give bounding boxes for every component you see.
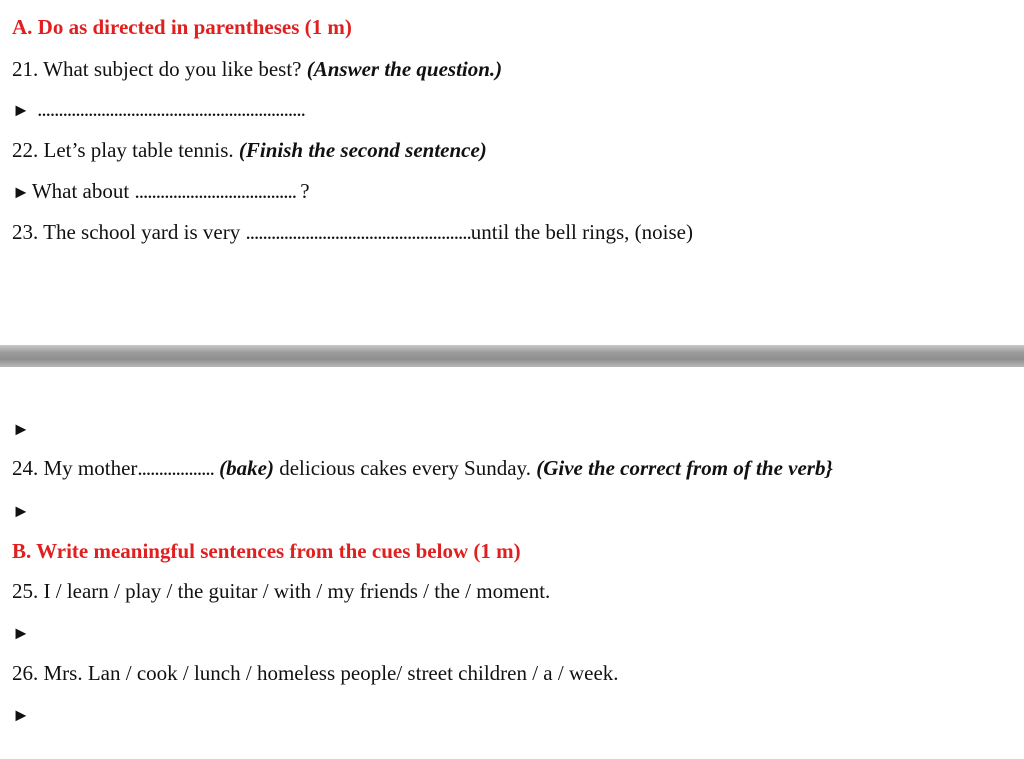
answer-22-tail: ? (300, 179, 310, 203)
question-24-verb: (bake) (219, 456, 274, 480)
question-21 (12, 56, 502, 82)
answer-26[interactable] (12, 701, 32, 728)
question-24-answer-line: .................. (137, 456, 214, 480)
question-23-tail: until the bell rings, (noise) (470, 220, 693, 244)
arrow-icon: ► (12, 100, 30, 120)
question-23[interactable] (12, 219, 693, 245)
section-b-heading: B. Write meaningful sentences from the cues below (1 m) (12, 539, 521, 563)
answer-22-line: ...................................... (134, 179, 301, 203)
answer-22-prompt: What about (31, 179, 135, 203)
question-23-answer-line: ..................................................... (245, 220, 471, 244)
answer-24[interactable] (12, 497, 32, 524)
arrow-icon: ► (12, 705, 30, 725)
arrow-icon: ► (12, 501, 30, 521)
question-23-text: 23. The school yard is very (12, 220, 246, 244)
question-22 (12, 137, 487, 163)
question-21-instruction: (Answer the question.) (306, 57, 503, 81)
question-21-text: 21. What subject do you like best? (12, 57, 307, 81)
question-24[interactable] (12, 455, 833, 481)
question-25: 25. I / learn / play / the guitar / with / my friends / the / moment. (12, 579, 551, 603)
arrow-icon: ► (12, 623, 30, 643)
question-26: 26. Mrs. Lan / cook / lunch / homeless people/ street children / a / week. (12, 661, 619, 685)
question-22-text: 22. Let’s play table tennis. (12, 138, 239, 162)
section-a-heading: A. Do as directed in parentheses (1 m) (12, 15, 352, 39)
answer-23[interactable] (12, 415, 32, 442)
question-22-instruction: (Finish the second sentence) (238, 138, 487, 162)
answer-25[interactable] (12, 619, 32, 646)
question-24-text: 24. My mother (12, 456, 138, 480)
page-break (0, 345, 1024, 367)
arrow-icon: ► (12, 182, 30, 202)
answer-22[interactable] (12, 178, 310, 205)
question-24-text-after: delicious cakes every Sunday. (273, 456, 537, 480)
answer-21-line: ............................................................... (37, 97, 305, 121)
answer-21[interactable] (12, 96, 305, 123)
question-24-instruction: (Give the correct from of the verb} (536, 456, 833, 480)
arrow-icon: ► (12, 419, 30, 439)
